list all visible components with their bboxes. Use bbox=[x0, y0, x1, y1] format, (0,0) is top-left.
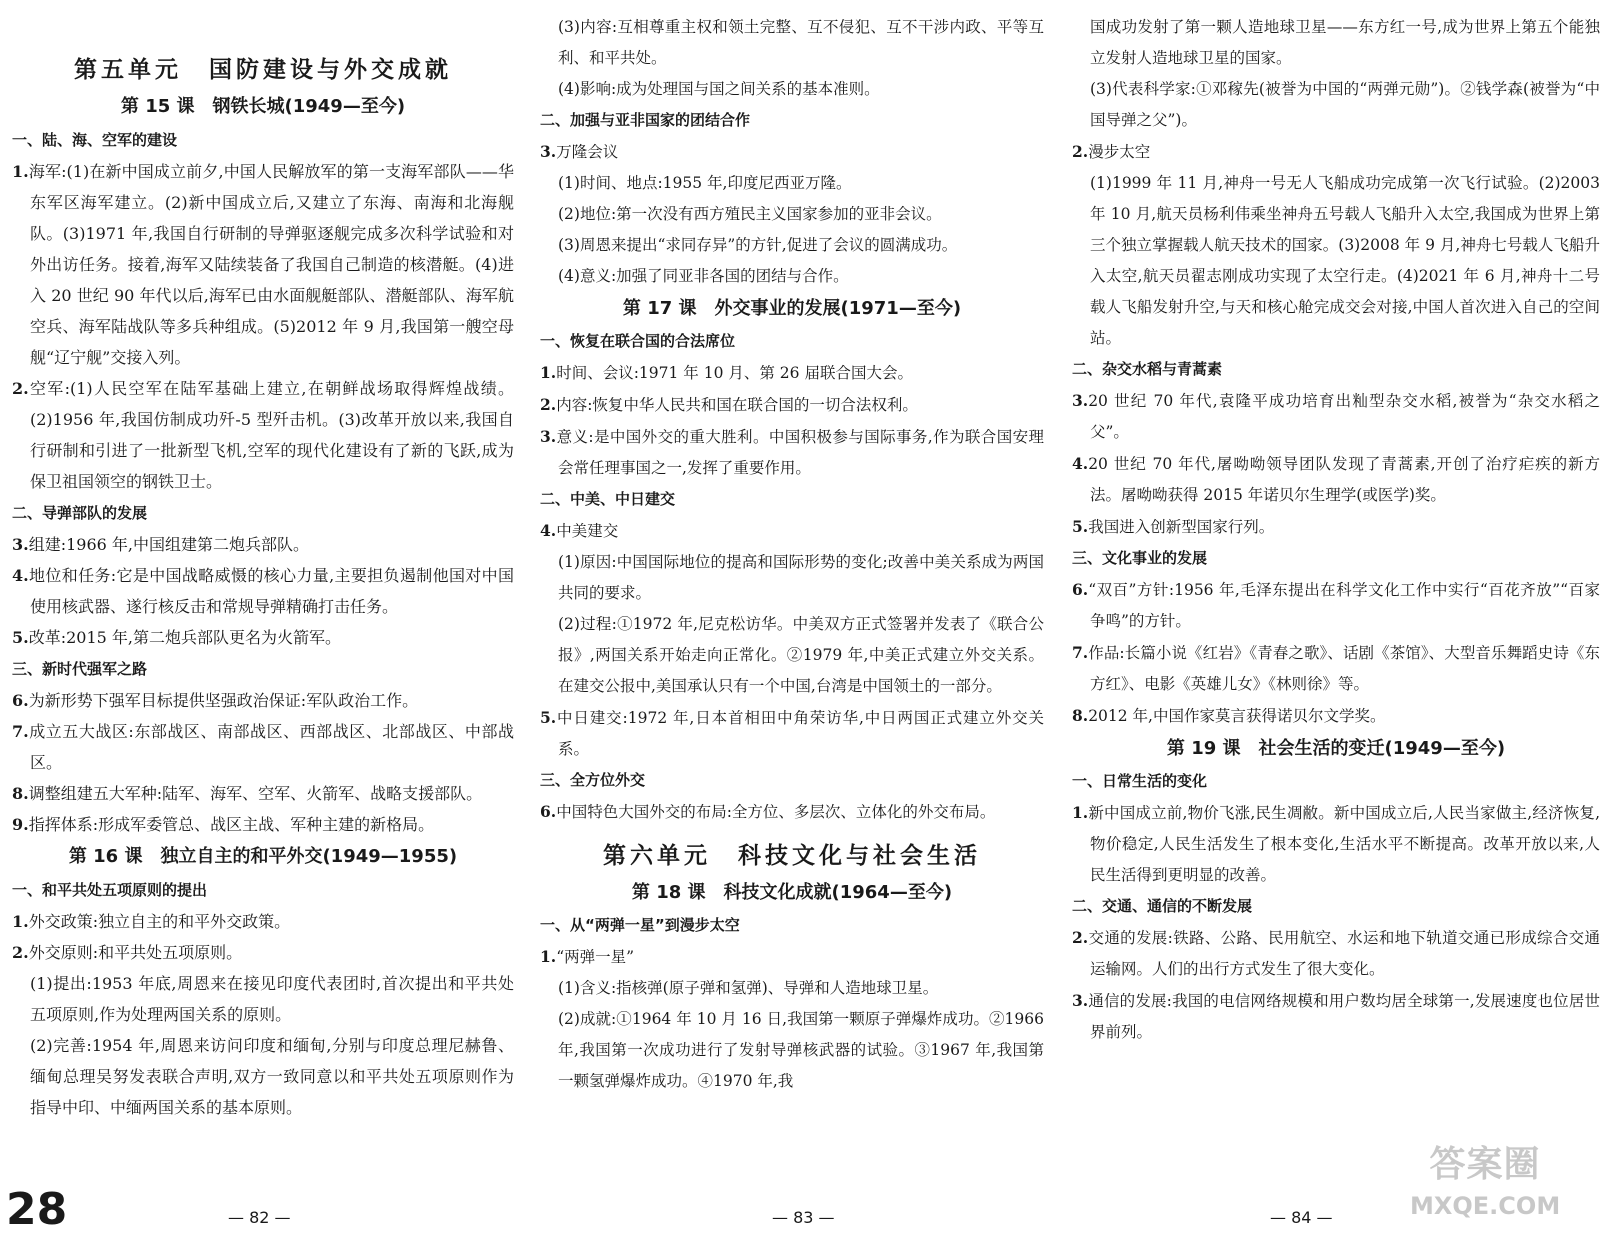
item-text: 意义:是中国外交的重大胜利。中国积极参与国际事务,作为联合国安理会常任理事国之一,发挥了重要作用。 bbox=[556, 428, 1044, 477]
item-number: 1. bbox=[540, 363, 557, 382]
section-heading: 一、和平共处五项原则的提出 bbox=[12, 881, 208, 899]
item-number: 5. bbox=[540, 708, 557, 727]
list-item bbox=[12, 156, 514, 373]
item-number: 2. bbox=[1072, 142, 1089, 161]
list-item bbox=[1072, 637, 1600, 700]
list-item bbox=[12, 937, 514, 968]
section-heading: 二、中美、中日建交 bbox=[540, 490, 676, 508]
list-item bbox=[1072, 511, 1600, 543]
list-item bbox=[1072, 385, 1600, 448]
section-heading: 二、交通、通信的不断发展 bbox=[1072, 897, 1253, 915]
item-text: 万隆会议 bbox=[556, 143, 619, 161]
item-number: 9. bbox=[12, 815, 29, 834]
item-number: 4. bbox=[12, 566, 29, 585]
item-text: 外交政策:独立自主的和平外交政策。 bbox=[28, 912, 291, 931]
item-number: 1. bbox=[540, 947, 557, 966]
item-number: 6. bbox=[1072, 580, 1089, 599]
page-number-83: — 83 — bbox=[772, 1208, 835, 1227]
item-number: 8. bbox=[1072, 706, 1089, 725]
sub-item: (2)成就:①1964 年 10 月 16 日,我国第一颗原子弹爆炸成功。②1966 年,我国第一次成功进行了发射导弹核武器的试验。③1967 年,我国第一颗氢弹爆炸成功。④1970 年,我 bbox=[558, 1010, 1044, 1090]
item-text: 2012 年,中国作家莫言获得诺贝尔文学奖。 bbox=[1088, 707, 1386, 725]
sub-item: (4)影响:成为处理国与国之间关系的基本准则。 bbox=[558, 80, 880, 98]
item-text: 漫步太空 bbox=[1088, 143, 1151, 161]
item-number: 1. bbox=[12, 912, 29, 931]
item-text: 作品:长篇小说《红岩》《青春之歌》、话剧《茶馆》、大型音乐舞蹈史诗《东方红》、电影《英雄儿女》《林则徐》等。 bbox=[1088, 644, 1600, 693]
sub-item: (1)提出:1953 年底,周恩来在接见印度代表团时,首次提出和平共处五项原则,作为处理两国关系的原则。 bbox=[30, 974, 514, 1024]
list-item bbox=[12, 560, 514, 622]
item-number: 6. bbox=[540, 802, 557, 821]
list-item bbox=[540, 702, 1044, 765]
section-heading: 一、从“两弹一星”到漫步太空 bbox=[540, 916, 740, 934]
lesson-18-title: 第 18 课 科技文化成就(1964—至今) bbox=[631, 882, 953, 903]
item-text: 时间、会议:1971 年 10 月、第 26 届联合国大会。 bbox=[556, 364, 913, 382]
item-text: 新中国成立前,物价飞涨,民生凋敝。新中国成立后,人民当家做主,经济恢复,物价稳定,人民生活发生了根本变化,生活水平不断提高。改革开放以来,人民生活得到更明显的改善。 bbox=[1088, 804, 1600, 884]
item-text: 指挥体系:形成军委管总、战区主战、军种主建的新格局。 bbox=[28, 815, 435, 834]
page-footer bbox=[0, 1144, 1600, 1253]
item-number: 5. bbox=[12, 628, 29, 647]
item-text: 改革:2015 年,第二炮兵部队更名为火箭军。 bbox=[28, 628, 341, 647]
sub-item: (2)地位:第一次没有西方殖民主义国家参加的亚非会议。 bbox=[558, 205, 942, 223]
unit-5-title: 第五单元 国防建设与外交成就 bbox=[74, 56, 452, 83]
page-number-82: — 82 — bbox=[228, 1208, 291, 1227]
list-item bbox=[540, 941, 1044, 973]
item-text: “双百”方针:1956 年,毛泽东提出在科学文化工作中实行“百花齐放”“百家争鸣”的方针。 bbox=[1088, 581, 1600, 630]
sub-item: (3)代表科学家:①邓稼先(被誉为中国的“两弹元勋”)。②钱学森(被誉为“中国导弹之父”)。 bbox=[1090, 80, 1600, 129]
section-heading: 一、恢复在联合国的合法席位 bbox=[540, 332, 736, 350]
list-item bbox=[1072, 797, 1600, 891]
watermark-text: 答案圈 bbox=[1429, 1144, 1541, 1185]
item-number: 2. bbox=[12, 943, 29, 962]
item-number: 5. bbox=[1072, 517, 1089, 536]
section-heading: 二、加强与亚非国家的团结合作 bbox=[540, 111, 751, 129]
column-page-83 bbox=[532, 0, 1052, 1180]
watermark-logo bbox=[1410, 1138, 1560, 1248]
item-text: 地位和任务:它是中国战略威慑的核心力量,主要担负遏制他国对中国使用核武器、遂行核反击和常规导弹精确打击任务。 bbox=[28, 566, 514, 616]
item-number: 7. bbox=[1072, 643, 1089, 662]
item-number: 3. bbox=[12, 535, 29, 554]
item-text: 中美建交 bbox=[556, 522, 619, 540]
item-text: 交通的发展:铁路、公路、民用航空、水运和地下轨道交通已形成综合交通运输网。人们的出行方式发生了很大变化。 bbox=[1088, 929, 1600, 978]
column-page-82 bbox=[0, 0, 522, 1180]
list-item bbox=[540, 136, 1044, 168]
list-item bbox=[540, 357, 1044, 389]
item-number: 1. bbox=[1072, 803, 1089, 822]
item-text: 为新形势下强军目标提供坚强政治保证:军队政治工作。 bbox=[28, 691, 419, 710]
item-number: 3. bbox=[1072, 391, 1089, 410]
item-text: 20 世纪 70 年代,屠呦呦领导团队发现了青蒿素,开创了治疗疟疾的新方法。屠呦呦获得 2015 年诺贝尔生理学(或医学)奖。 bbox=[1088, 455, 1600, 504]
list-item bbox=[540, 515, 1044, 547]
list-item bbox=[12, 373, 514, 497]
item-number: 4. bbox=[540, 521, 557, 540]
item-text: “两弹一星” bbox=[556, 948, 635, 966]
item-text: 内容:恢复中华人民共和国在联合国的一切合法权利。 bbox=[556, 396, 918, 414]
list-item bbox=[540, 389, 1044, 421]
sub-item: (1)原因:中国国际地位的提高和国际形势的变化;改善中美关系成为两国共同的要求。 bbox=[558, 553, 1044, 602]
side-page-number: 28 bbox=[6, 1184, 68, 1235]
section-heading: 二、导弹部队的发展 bbox=[12, 504, 148, 522]
item-text: 通信的发展:我国的电信网络规模和用户数均居全球第一,发展速度也位居世界前列。 bbox=[1088, 992, 1600, 1041]
section-heading: 二、杂交水稻与青蒿素 bbox=[1072, 360, 1223, 378]
item-number: 4. bbox=[1072, 454, 1089, 473]
section-heading: 三、新时代强军之路 bbox=[12, 660, 148, 678]
item-number: 7. bbox=[12, 722, 29, 741]
list-item bbox=[12, 778, 514, 809]
item-text: 调整组建五大军种:陆军、海军、空军、火箭军、战略支援部队。 bbox=[28, 784, 483, 803]
sub-item: (2)过程:①1972 年,尼克松访华。中美双方正式签署并发表了《联合公报》,两国关系开始走向正常化。②1979 年,中美正式建立外交关系。在建交公报中,美国承认只有一个中国,台湾是中国领土的一部分。 bbox=[558, 615, 1044, 695]
item-number: 3. bbox=[540, 427, 557, 446]
item-text: 成立五大战区:东部战区、南部战区、西部战区、北部战区、中部战区。 bbox=[28, 722, 514, 772]
watermark-url: MXQE.COM bbox=[1410, 1192, 1561, 1220]
sub-item: (4)意义:加强了同亚非各国的团结与合作。 bbox=[558, 267, 849, 285]
item-text: 中日建交:1972 年,日本首相田中角荣访华,中日两国正式建立外交关系。 bbox=[556, 709, 1044, 758]
sub-item: (1)含义:指核弹(原子弹和氢弹)、导弹和人造地球卫星。 bbox=[558, 979, 939, 997]
item-number: 3. bbox=[1072, 991, 1089, 1010]
list-item bbox=[1072, 922, 1600, 985]
section-heading: 一、日常生活的变化 bbox=[1072, 772, 1208, 790]
lesson-17-title: 第 17 课 外交事业的发展(1971—至今) bbox=[622, 298, 962, 319]
item-text: 组建:1966 年,中国组建第二炮兵部队。 bbox=[28, 535, 309, 554]
item-number: 2. bbox=[12, 379, 29, 398]
item-text: 海军:(1)在新中国成立前夕,中国人民解放军的第一支海军部队——华东军区海军建立。(2)新中国成立后,又建立了东海、南海和北海舰队。(3)1971 年,我国自行研制的导弹驱逐舰完成多次科学试验和对外出访任务。接着,海军又陆续装备了我国自己制造的核潜艇。(4)进入 20 世纪 90 年代以后,海军已由水面舰艇部队、潜艇部队、海军航空兵、海军陆战队等多兵种组成。(5)2012 年 9 月,我国第一艘空母舰“辽宁舰”交接入列。 bbox=[28, 162, 514, 367]
item-number: 2. bbox=[540, 395, 557, 414]
list-item bbox=[540, 421, 1044, 484]
list-item bbox=[1072, 985, 1600, 1048]
list-item bbox=[540, 796, 1044, 828]
list-item bbox=[1072, 448, 1600, 511]
item-number: 6. bbox=[12, 691, 29, 710]
lesson-15-title: 第 15 课 钢铁长城(1949—至今) bbox=[120, 96, 406, 117]
item-number: 3. bbox=[540, 142, 557, 161]
item-text: 20 世纪 70 年代,袁隆平成功培育出籼型杂交水稻,被誉为“杂交水稻之父”。 bbox=[1088, 392, 1600, 441]
item-number: 8. bbox=[12, 784, 29, 803]
list-item bbox=[12, 622, 514, 653]
item-text: 中国特色大国外交的布局:全方位、多层次、立体化的外交布局。 bbox=[556, 803, 996, 821]
item-text: 空军:(1)人民空军在陆军基础上建立,在朝鲜战场取得辉煌战绩。(2)1956 年,我国仿制成功歼-5 型歼击机。(3)改革开放以来,我国自行研制和引进了一批新型飞机,空军的现代化建设有了新的飞跃,成为保卫祖国领空的钢铁卫士。 bbox=[28, 379, 514, 491]
list-item bbox=[12, 529, 514, 560]
item-number: 2. bbox=[1072, 928, 1089, 947]
list-item bbox=[12, 906, 514, 937]
item-text: 外交原则:和平共处五项原则。 bbox=[28, 943, 243, 962]
list-item bbox=[12, 685, 514, 716]
section-heading: 三、文化事业的发展 bbox=[1072, 549, 1208, 567]
list-item bbox=[12, 809, 514, 840]
section-heading: 一、陆、海、空军的建设 bbox=[12, 131, 178, 149]
lesson-16-title: 第 16 课 独立自主的和平外交(1949—1955) bbox=[68, 846, 458, 867]
sub-item: 国成功发射了第一颗人造地球卫星——东方红一号,成为世界上第五个能独立发射人造地球卫星的国家。 bbox=[1090, 18, 1600, 67]
sub-item: (1)时间、地点:1955 年,印度尼西亚万隆。 bbox=[558, 174, 852, 192]
sub-item: (3)内容:互相尊重主权和领土完整、互不侵犯、互不干涉内政、平等互利、和平共处。 bbox=[558, 18, 1044, 67]
sub-item: (2)完善:1954 年,周恩来访问印度和缅甸,分别与印度总理尼赫鲁、缅甸总理吴努发表联合声明,双方一致同意以和平共处五项原则作为指导中印、中缅两国关系的基本原则。 bbox=[30, 1036, 514, 1117]
section-heading: 三、全方位外交 bbox=[540, 771, 646, 789]
sub-item: (1)1999 年 11 月,神舟一号无人飞船成功完成第一次飞行试验。(2)2003 年 10 月,航天员杨利伟乘坐神舟五号载人飞船升入太空,我国成为世界上第三个独立掌握载人航天技术的国家。(3)2008 年 9 月,神舟七号载人飞船升入太空,航天员翟志刚成功实现了太空行走。(4)2021 年 6 月,神舟十二号载人飞船发射升空,与天和核心舱完成交会对接,中国人首次进入自己的空间站。 bbox=[1090, 174, 1600, 347]
column-page-84 bbox=[1064, 0, 1600, 1180]
list-item bbox=[12, 716, 514, 778]
list-item bbox=[1072, 700, 1600, 732]
list-item bbox=[1072, 574, 1600, 637]
page-number-84: — 84 — bbox=[1270, 1208, 1333, 1227]
unit-6-title: 第六单元 科技文化与社会生活 bbox=[603, 842, 981, 869]
lesson-19-title: 第 19 课 社会生活的变迁(1949—至今) bbox=[1166, 738, 1506, 759]
item-text: 我国进入创新型国家行列。 bbox=[1088, 518, 1275, 536]
sub-item: (3)周恩来提出“求同存异”的方针,促进了会议的圆满成功。 bbox=[558, 236, 958, 254]
item-number: 1. bbox=[12, 162, 29, 181]
list-item bbox=[1072, 136, 1600, 168]
